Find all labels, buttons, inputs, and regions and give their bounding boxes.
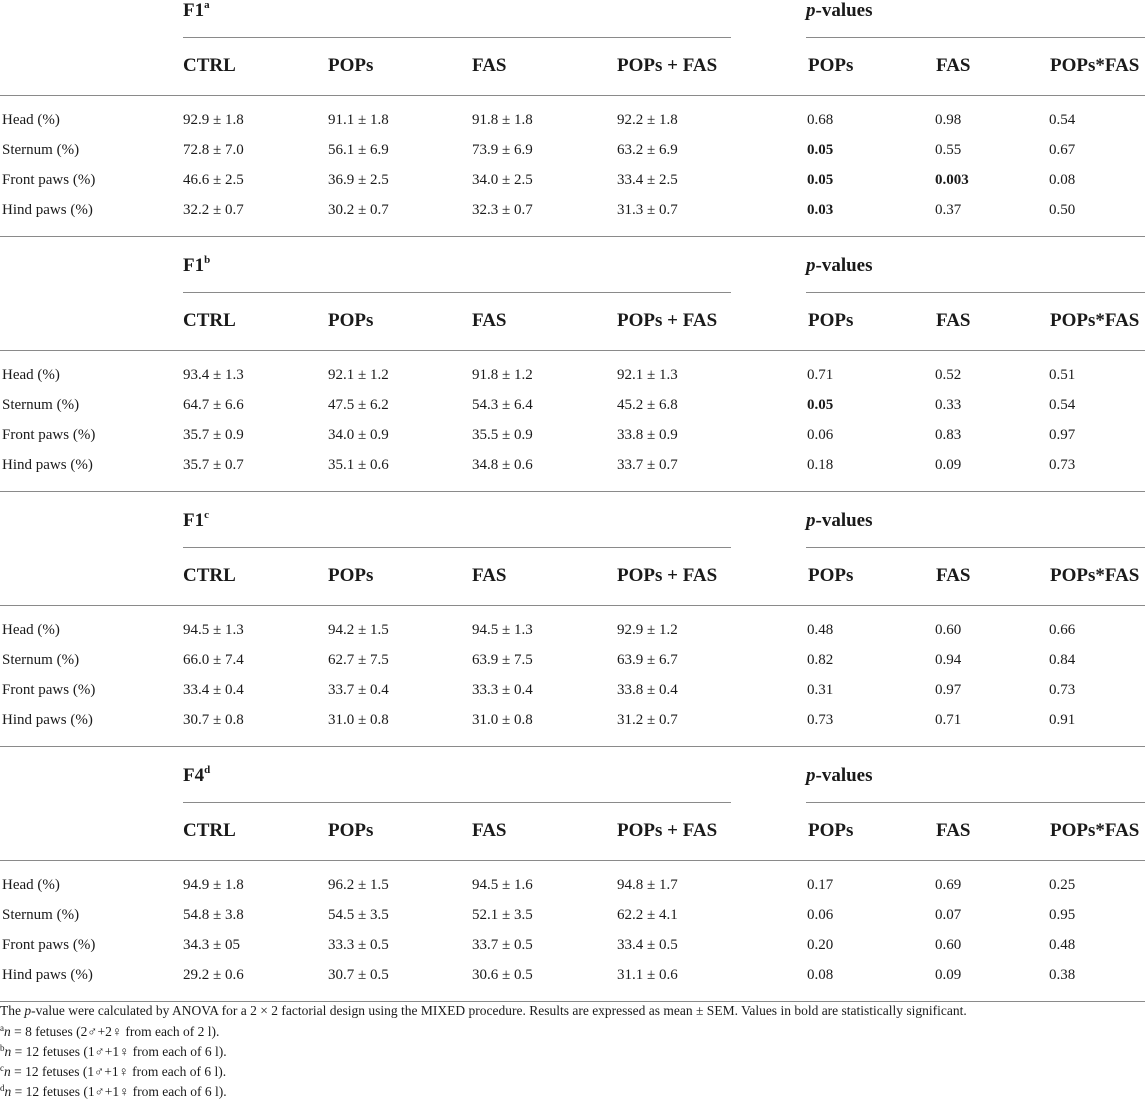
p-value-cell: 0.60 (935, 622, 962, 638)
value-cell: 33.4 ± 0.4 (183, 682, 244, 698)
value-cell: 62.7 ± 7.5 (328, 652, 389, 668)
p-value-cell: 0.05 (807, 397, 834, 413)
p-values-underline (806, 292, 1145, 293)
value-cell: 35.5 ± 0.9 (472, 427, 533, 443)
group-header (183, 0, 210, 22)
p-value-cell: 0.48 (807, 622, 834, 638)
column-header: CTRL (183, 310, 236, 331)
footnote-main (0, 1003, 967, 1019)
column-header: CTRL (183, 820, 236, 841)
footnote-n: n (4, 1024, 11, 1039)
p-value-cell: 0.48 (1049, 937, 1076, 953)
value-cell: 36.9 ± 2.5 (328, 172, 389, 188)
row-label: Sternum (%) (2, 397, 80, 413)
group-footnote-marker: b (204, 254, 211, 266)
footnote-marker: a (0, 1023, 4, 1033)
footnote-text: = 12 fetuses (1♂+1♀ from each of 6 l). (11, 1044, 227, 1059)
value-cell: 56.1 ± 6.9 (328, 142, 389, 158)
p-value-cell: 0.98 (935, 112, 962, 128)
p-value-cell: 0.18 (807, 457, 834, 473)
column-header: POPs + FAS (617, 310, 718, 331)
p-values-underline (806, 37, 1145, 38)
p-column-header: FAS (936, 820, 971, 841)
group-header (183, 510, 209, 532)
footnote-italic-p: p (24, 1003, 32, 1018)
p-column-header: POPs (808, 55, 854, 76)
footnote-note (0, 1064, 226, 1080)
row-label: Head (%) (2, 112, 60, 128)
value-cell: 66.0 ± 7.4 (183, 652, 244, 668)
header-rule (0, 350, 1145, 351)
value-cell: 63.9 ± 6.7 (617, 652, 678, 668)
value-cell: 92.9 ± 1.8 (183, 112, 244, 128)
p-value-cell: 0.73 (1049, 457, 1076, 473)
value-cell: 92.1 ± 1.3 (617, 367, 678, 383)
p-values-italic: p (806, 765, 816, 786)
p-value-cell: 0.20 (807, 937, 834, 953)
p-column-header: POPs (808, 820, 854, 841)
footnote-n: n (4, 1044, 12, 1059)
row-label: Hind paws (%) (2, 457, 93, 473)
header-rule (0, 95, 1145, 96)
group-underline (183, 292, 731, 293)
value-cell: 29.2 ± 0.6 (183, 967, 244, 983)
p-value-cell: 0.07 (935, 907, 962, 923)
footnote-text: -value were calculated by ANOVA for a 2 × 2 factorial design using the MIXED procedure. Results are expressed as mean ± SEM. Values in bold are statistically significant. (31, 1003, 967, 1018)
p-value-cell: 0.54 (1049, 397, 1076, 413)
group-name: F1 (183, 0, 205, 21)
group-footnote-marker: d (204, 764, 211, 776)
group-name: F4 (183, 765, 205, 786)
header-rule (0, 860, 1145, 861)
p-value-cell: 0.71 (935, 712, 962, 728)
column-header: POPs + FAS (617, 55, 718, 76)
column-header: POPs (328, 565, 374, 586)
p-value-cell: 0.05 (807, 172, 834, 188)
p-values-suffix: -values (815, 255, 873, 276)
p-value-cell: 0.003 (935, 172, 969, 188)
row-label: Head (%) (2, 367, 60, 383)
p-value-cell: 0.25 (1049, 877, 1076, 893)
group-name: F1 (183, 510, 205, 531)
p-column-header: FAS (936, 55, 971, 76)
footnote-text: The (0, 1003, 25, 1018)
value-cell: 92.9 ± 1.2 (617, 622, 678, 638)
p-value-cell: 0.52 (935, 367, 962, 383)
p-column-header: POPs (808, 310, 854, 331)
value-cell: 31.0 ± 0.8 (328, 712, 389, 728)
column-header: POPs (328, 55, 374, 76)
p-values-underline (806, 547, 1145, 548)
value-cell: 92.1 ± 1.2 (328, 367, 389, 383)
row-label: Sternum (%) (2, 907, 80, 923)
p-values-underline (806, 802, 1145, 803)
p-value-cell: 0.50 (1049, 202, 1076, 218)
value-cell: 91.1 ± 1.8 (328, 112, 389, 128)
p-value-cell: 0.05 (807, 142, 834, 158)
p-values-italic: p (806, 255, 816, 276)
row-label: Sternum (%) (2, 652, 80, 668)
value-cell: 94.5 ± 1.3 (472, 622, 533, 638)
value-cell: 54.3 ± 6.4 (472, 397, 533, 413)
group-underline (183, 547, 731, 548)
p-value-cell: 0.37 (935, 202, 962, 218)
value-cell: 33.8 ± 0.4 (617, 682, 678, 698)
value-cell: 45.2 ± 6.8 (617, 397, 678, 413)
p-values-italic: p (806, 510, 816, 531)
p-value-cell: 0.97 (935, 682, 962, 698)
group-footnote-marker: c (204, 509, 209, 521)
column-header: POPs + FAS (617, 820, 718, 841)
value-cell: 34.0 ± 0.9 (328, 427, 389, 443)
value-cell: 34.3 ± 05 (183, 937, 240, 953)
row-label: Hind paws (%) (2, 202, 93, 218)
p-values-suffix: -values (815, 510, 873, 531)
value-cell: 31.1 ± 0.6 (617, 967, 678, 983)
p-values-header (806, 255, 873, 277)
value-cell: 30.7 ± 0.5 (328, 967, 389, 983)
value-cell: 94.5 ± 1.6 (472, 877, 533, 893)
value-cell: 94.9 ± 1.8 (183, 877, 244, 893)
footnote-note (0, 1084, 227, 1100)
p-value-cell: 0.83 (935, 427, 962, 443)
p-value-cell: 0.17 (807, 877, 834, 893)
p-value-cell: 0.03 (807, 202, 834, 218)
block-rule (0, 236, 1145, 237)
row-label: Head (%) (2, 877, 60, 893)
p-value-cell: 0.06 (807, 427, 834, 443)
footnote-text: = 8 fetuses (2♂+2♀ from each of 2 l). (10, 1024, 220, 1039)
value-cell: 30.6 ± 0.5 (472, 967, 533, 983)
footnote-note (0, 1024, 219, 1040)
value-cell: 35.7 ± 0.7 (183, 457, 244, 473)
value-cell: 30.2 ± 0.7 (328, 202, 389, 218)
column-header: FAS (472, 55, 507, 76)
value-cell: 31.0 ± 0.8 (472, 712, 533, 728)
value-cell: 54.8 ± 3.8 (183, 907, 244, 923)
column-header: POPs + FAS (617, 565, 718, 586)
value-cell: 94.5 ± 1.3 (183, 622, 244, 638)
p-column-header: FAS (936, 310, 971, 331)
p-value-cell: 0.08 (807, 967, 834, 983)
p-value-cell: 0.38 (1049, 967, 1076, 983)
p-value-cell: 0.67 (1049, 142, 1076, 158)
p-column-header: POPs*FAS (1050, 55, 1140, 76)
value-cell: 92.2 ± 1.8 (617, 112, 678, 128)
column-header: FAS (472, 820, 507, 841)
p-value-cell: 0.69 (935, 877, 962, 893)
value-cell: 73.9 ± 6.9 (472, 142, 533, 158)
value-cell: 33.3 ± 0.4 (472, 682, 533, 698)
group-footnote-marker: a (204, 0, 210, 11)
footnote-text: = 12 fetuses (1♂+1♀ from each of 6 l). (11, 1084, 227, 1099)
value-cell: 64.7 ± 6.6 (183, 397, 244, 413)
column-header: POPs (328, 820, 374, 841)
group-name: F1 (183, 255, 205, 276)
value-cell: 94.2 ± 1.5 (328, 622, 389, 638)
p-value-cell: 0.84 (1049, 652, 1076, 668)
value-cell: 32.3 ± 0.7 (472, 202, 533, 218)
value-cell: 63.2 ± 6.9 (617, 142, 678, 158)
p-value-cell: 0.68 (807, 112, 834, 128)
p-value-cell: 0.08 (1049, 172, 1076, 188)
value-cell: 31.3 ± 0.7 (617, 202, 678, 218)
value-cell: 32.2 ± 0.7 (183, 202, 244, 218)
footnote-n: n (4, 1064, 11, 1079)
row-label: Hind paws (%) (2, 712, 93, 728)
value-cell: 33.7 ± 0.7 (617, 457, 678, 473)
p-value-cell: 0.94 (935, 652, 962, 668)
group-header (183, 255, 210, 277)
p-value-cell: 0.54 (1049, 112, 1076, 128)
value-cell: 35.1 ± 0.6 (328, 457, 389, 473)
value-cell: 33.3 ± 0.5 (328, 937, 389, 953)
footnote-note (0, 1044, 227, 1060)
p-value-cell: 0.66 (1049, 622, 1076, 638)
footnote-n: n (4, 1084, 12, 1099)
p-value-cell: 0.33 (935, 397, 962, 413)
value-cell: 54.5 ± 3.5 (328, 907, 389, 923)
footnote-marker: b (0, 1043, 5, 1053)
p-value-cell: 0.82 (807, 652, 834, 668)
p-value-cell: 0.95 (1049, 907, 1076, 923)
value-cell: 33.4 ± 2.5 (617, 172, 678, 188)
p-value-cell: 0.55 (935, 142, 962, 158)
value-cell: 35.7 ± 0.9 (183, 427, 244, 443)
value-cell: 33.4 ± 0.5 (617, 937, 678, 953)
row-label: Front paws (%) (2, 172, 96, 188)
footnote-marker: c (0, 1063, 4, 1073)
p-value-cell: 0.09 (935, 457, 962, 473)
value-cell: 93.4 ± 1.3 (183, 367, 244, 383)
p-value-cell: 0.51 (1049, 367, 1076, 383)
column-header: FAS (472, 310, 507, 331)
footnote-text: = 12 fetuses (1♂+1♀ from each of 6 l). (10, 1064, 227, 1079)
value-cell: 91.8 ± 1.2 (472, 367, 533, 383)
footnote-marker: d (0, 1083, 5, 1093)
p-value-cell: 0.60 (935, 937, 962, 953)
p-column-header: POPs*FAS (1050, 820, 1140, 841)
row-label: Front paws (%) (2, 937, 96, 953)
block-rule (0, 746, 1145, 747)
p-values-header (806, 0, 873, 22)
group-underline (183, 37, 731, 38)
p-values-header (806, 765, 873, 787)
group-header (183, 765, 210, 787)
value-cell: 30.7 ± 0.8 (183, 712, 244, 728)
value-cell: 47.5 ± 6.2 (328, 397, 389, 413)
value-cell: 91.8 ± 1.8 (472, 112, 533, 128)
column-header: CTRL (183, 55, 236, 76)
value-cell: 34.0 ± 2.5 (472, 172, 533, 188)
block-rule (0, 1001, 1145, 1002)
group-underline (183, 802, 731, 803)
p-value-cell: 0.71 (807, 367, 834, 383)
column-header: FAS (472, 565, 507, 586)
p-value-cell: 0.73 (807, 712, 834, 728)
p-value-cell: 0.97 (1049, 427, 1076, 443)
value-cell: 94.8 ± 1.7 (617, 877, 678, 893)
value-cell: 33.8 ± 0.9 (617, 427, 678, 443)
p-values-header (806, 510, 873, 532)
p-values-suffix: -values (815, 765, 873, 786)
value-cell: 33.7 ± 0.5 (472, 937, 533, 953)
row-label: Sternum (%) (2, 142, 80, 158)
column-header: POPs (328, 310, 374, 331)
p-column-header: POPs (808, 565, 854, 586)
row-label: Hind paws (%) (2, 967, 93, 983)
value-cell: 63.9 ± 7.5 (472, 652, 533, 668)
column-header: CTRL (183, 565, 236, 586)
p-column-header: FAS (936, 565, 971, 586)
row-label: Front paws (%) (2, 682, 96, 698)
value-cell: 52.1 ± 3.5 (472, 907, 533, 923)
row-label: Front paws (%) (2, 427, 96, 443)
p-column-header: POPs*FAS (1050, 565, 1140, 586)
p-value-cell: 0.09 (935, 967, 962, 983)
value-cell: 46.6 ± 2.5 (183, 172, 244, 188)
p-value-cell: 0.31 (807, 682, 834, 698)
p-value-cell: 0.73 (1049, 682, 1076, 698)
value-cell: 62.2 ± 4.1 (617, 907, 678, 923)
header-rule (0, 605, 1145, 606)
block-rule (0, 491, 1145, 492)
p-column-header: POPs*FAS (1050, 310, 1140, 331)
row-label: Head (%) (2, 622, 60, 638)
value-cell: 72.8 ± 7.0 (183, 142, 244, 158)
p-value-cell: 0.91 (1049, 712, 1076, 728)
value-cell: 33.7 ± 0.4 (328, 682, 389, 698)
value-cell: 96.2 ± 1.5 (328, 877, 389, 893)
p-values-suffix: -values (815, 0, 873, 21)
value-cell: 31.2 ± 0.7 (617, 712, 678, 728)
p-value-cell: 0.06 (807, 907, 834, 923)
value-cell: 34.8 ± 0.6 (472, 457, 533, 473)
p-values-italic: p (806, 0, 816, 21)
